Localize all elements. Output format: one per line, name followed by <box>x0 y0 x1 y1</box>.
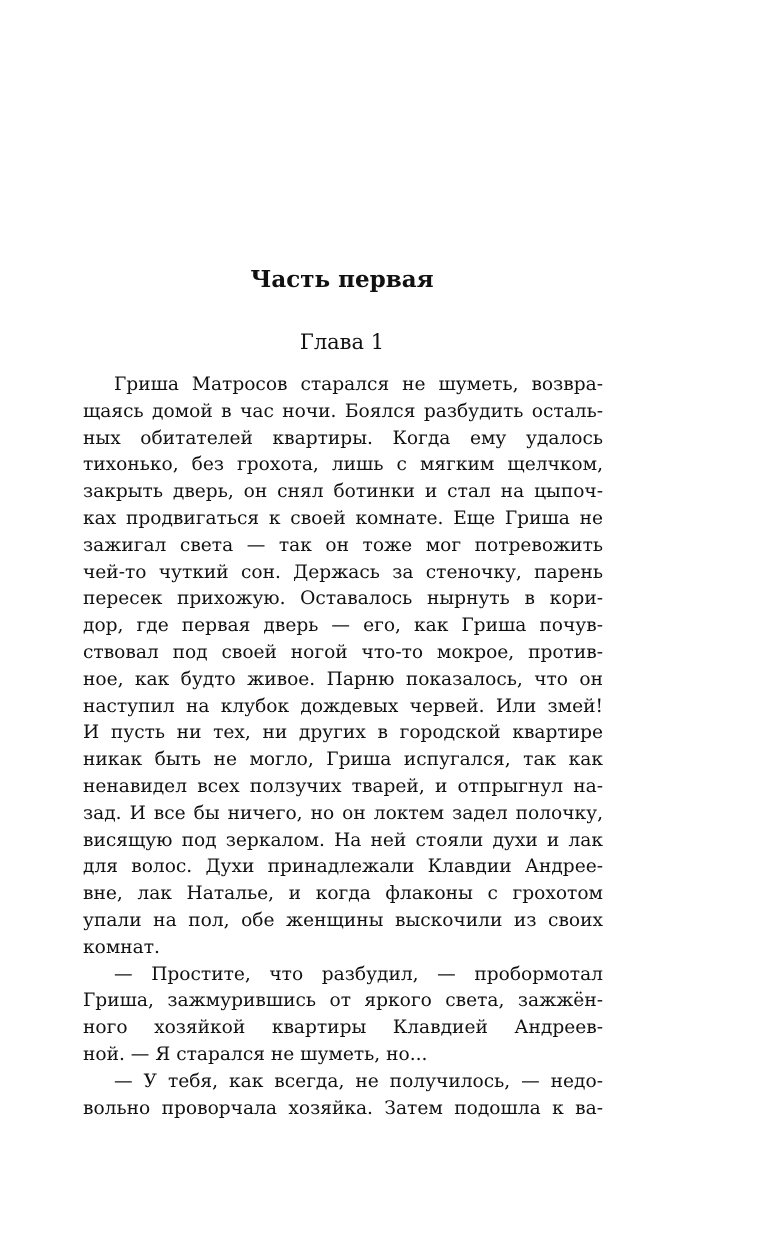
text-line: ного хозяйкой квартиры Клавдией Андреев- <box>83 1017 603 1039</box>
text-line: чей-то чуткий сон. Держась за стеночку, парень <box>83 561 603 583</box>
text-line: зажигал света — так он тоже мог потревожить <box>83 534 603 556</box>
text-line: — У тебя, как всегда, не получилось, — недо- <box>114 1070 603 1092</box>
text-line: висящую под зеркалом. На ней стояли духи и лак <box>83 829 603 851</box>
text-line: вольно проворчала хозяйка. Затем подошла к ва- <box>83 1097 603 1119</box>
text-line: ной. — Я старался не шуметь, но... <box>83 1043 428 1065</box>
body-text <box>83 372 603 1122</box>
text-line: упали на пол, обе женщины выскочили из своих <box>83 909 603 931</box>
text-line: наступил на клубок дождевых червей. Или змей! <box>83 695 603 717</box>
text-line: ное, как будто живое. Парню показалось, что он <box>83 668 603 690</box>
text-line: дор, где первая дверь — его, как Гриша почув- <box>83 615 603 637</box>
text-line: — Простите, что разбудил, — пробормотал <box>114 963 603 985</box>
text-line: ках продвигаться к своей комнате. Еще Гриша не <box>83 507 603 529</box>
text-line: ствовал под своей ногой что-то мокрое, против- <box>83 641 603 663</box>
text-line: И пусть ни тех, ни других в городской квартире <box>83 722 603 744</box>
text-line: щаясь домой в час ночи. Боялся разбудить осталь- <box>83 400 603 422</box>
text-line: комнат. <box>83 936 160 958</box>
text-line: никак быть не могло, Гриша испугался, так как <box>83 749 603 771</box>
text-line: для волос. Духи принадлежали Клавдии Андрее- <box>83 856 603 878</box>
text-line: Гриша Матросов старался не шуметь, возвра- <box>114 374 603 395</box>
text-line: Гриша, зажмурившись от яркого света, зажжён- <box>83 990 603 1012</box>
text-line: ненавидел всех ползучих тварей, и отпрыгнул на- <box>83 775 603 797</box>
text-line: зад. И все бы ничего, но он локтем задел полочку, <box>83 802 603 824</box>
text-line: тихонько, без грохота, лишь с мягким щелчком, <box>83 454 603 476</box>
chapter-title: Глава 1 <box>299 330 385 354</box>
text-line: пересек прихожую. Оставалось нырнуть в кори- <box>83 588 603 610</box>
text-line: ных обитателей квартиры. Когда ему удалось <box>83 427 603 449</box>
text-line: закрыть дверь, он снял ботинки и стал на цыпоч- <box>83 481 603 503</box>
part-title: Часть первая <box>250 266 434 293</box>
text-line: вне, лак Наталье, и когда флаконы с грохотом <box>83 883 603 905</box>
